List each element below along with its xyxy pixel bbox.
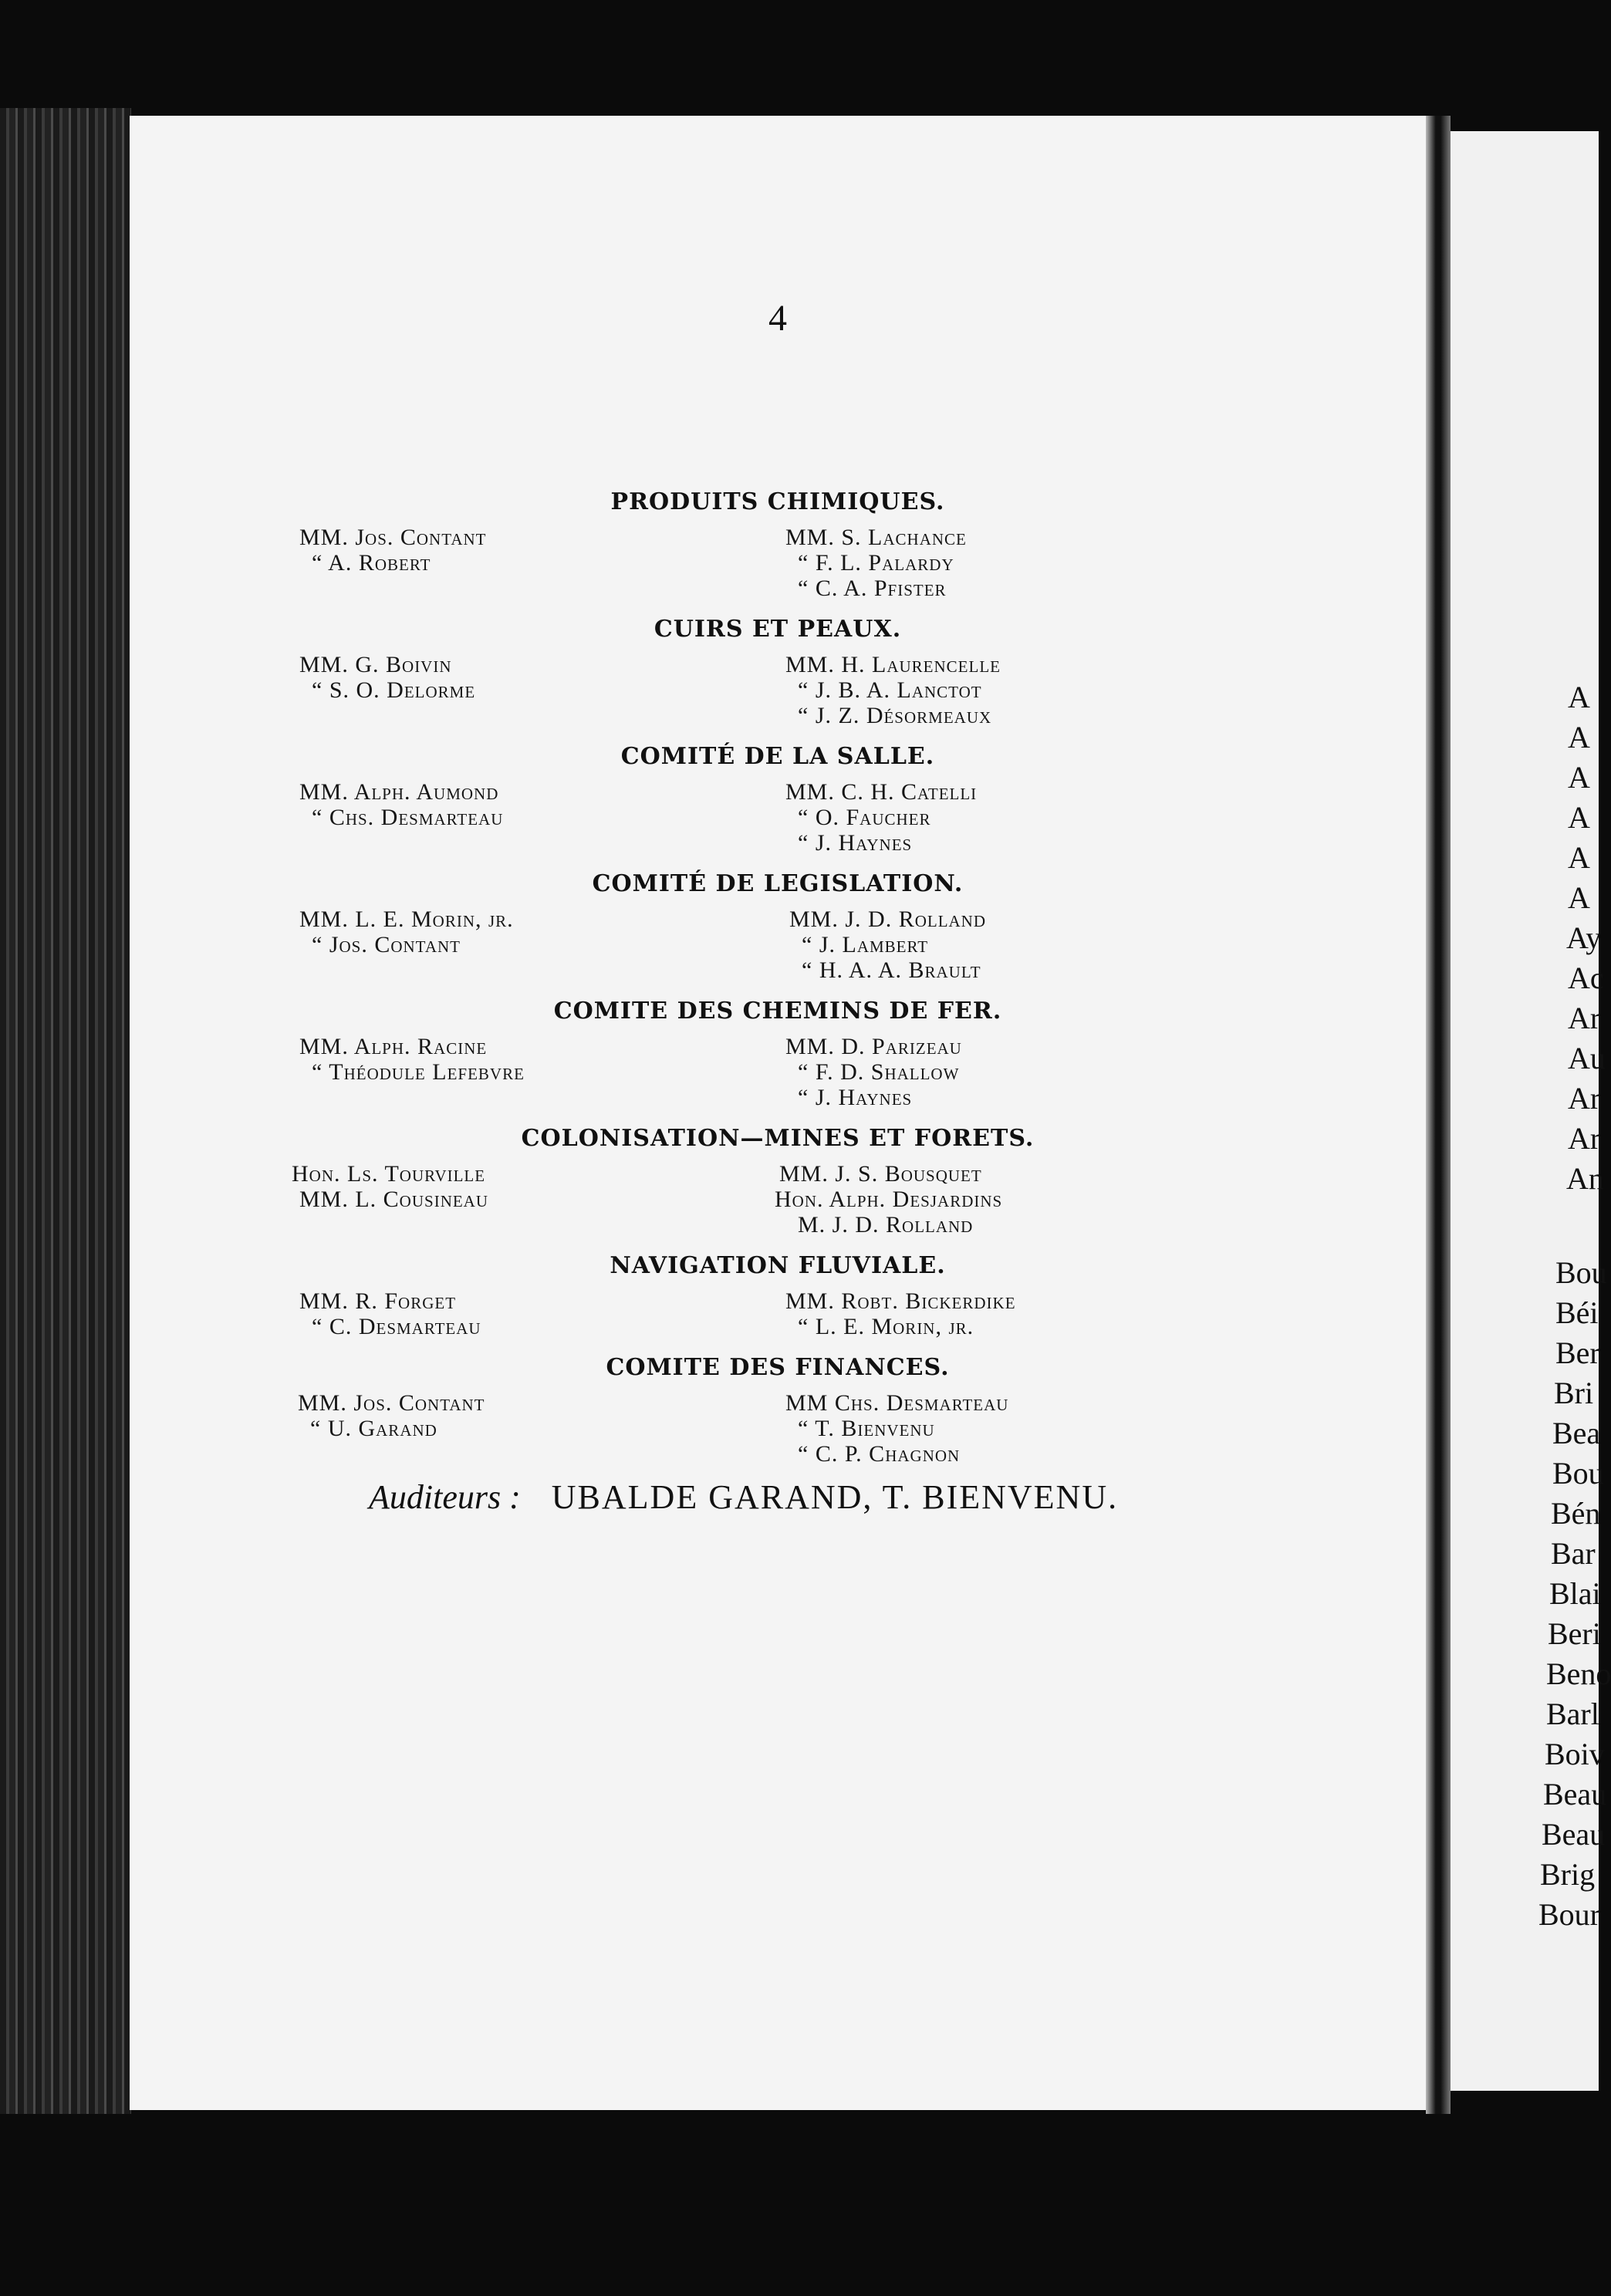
member-left: MM. G. Boivin — [299, 652, 452, 677]
facing-page-fragment: Barl — [1546, 1697, 1599, 1731]
facing-page-fragment: A — [1568, 720, 1590, 755]
member-right: Hon. Alph. Desjardins — [775, 1187, 1003, 1212]
member-left: MM. L. Cousineau — [299, 1187, 489, 1212]
facing-page-fragment: A — [1568, 800, 1590, 835]
facing-page-fragment: Boiv — [1545, 1737, 1605, 1771]
member-right: MM. H. Laurencelle — [785, 652, 1001, 677]
member-right: MM. J. D. Rolland — [789, 907, 987, 932]
member-right: MM. C. H. Catelli — [785, 779, 978, 805]
member-right: “ J. Z. Désormeaux — [798, 703, 992, 728]
facing-page — [1451, 131, 1611, 2091]
member-right: MM Chs. Desmarteau — [785, 1390, 1009, 1416]
facing-page-fragment: Bén — [1551, 1496, 1601, 1531]
auditors-label: Auditeurs : — [369, 1478, 521, 1516]
section-title: COMITE DES FINANCES. — [606, 1354, 950, 1381]
facing-page-fragment: A — [1568, 840, 1590, 875]
member-right: M. J. D. Rolland — [798, 1212, 974, 1237]
facing-page-fragment: Bri — [1554, 1376, 1594, 1410]
member-left: MM. Alph. Aumond — [299, 779, 499, 805]
member-left: MM. R. Forget — [299, 1288, 457, 1314]
member-left: MM. Jos. Contant — [298, 1390, 485, 1416]
member-right: “ J. Haynes — [798, 1085, 913, 1110]
section-title: COMITÉ DE LEGISLATION. — [592, 870, 964, 897]
facing-page-fragment: A — [1568, 760, 1590, 795]
facing-page-fragment: Ar — [1568, 1081, 1601, 1116]
member-right: “ T. Bienvenu — [798, 1416, 935, 1441]
facing-page-fragment: Beau — [1542, 1817, 1606, 1852]
facing-page-fragment: Bour — [1538, 1897, 1600, 1932]
member-left: “ Jos. Contant — [312, 932, 461, 957]
member-left: MM. Alph. Racine — [299, 1034, 488, 1059]
page-number: 4 — [768, 298, 787, 339]
auditors-names: UBALDE GARAND, T. BIENVENU. — [551, 1478, 1119, 1516]
member-left: MM. L. E. Morin, jr. — [299, 907, 514, 932]
member-right: “ J. Haynes — [798, 830, 913, 856]
section-title: COMITÉ DE LA SALLE. — [620, 743, 935, 770]
member-left: “ S. O. Delorme — [312, 677, 476, 703]
facing-page-fragment: A — [1568, 880, 1590, 915]
facing-page-fragment: A — [1568, 680, 1590, 714]
facing-page-fragment: Ac — [1568, 961, 1604, 995]
facing-page-fragment: An — [1566, 1161, 1604, 1196]
facing-page-fragment: Ar — [1568, 1001, 1601, 1035]
member-right: MM. D. Parizeau — [785, 1034, 962, 1059]
section-title: COMITE DES CHEMINS DE FER. — [553, 998, 1002, 1025]
member-left: “ Chs. Desmarteau — [312, 805, 504, 830]
committee-list — [130, 116, 1426, 2110]
member-right: “ H. A. A. Brault — [802, 957, 981, 983]
member-right: “ C. A. Pfister — [798, 576, 947, 601]
member-right: “ J. Lambert — [802, 932, 929, 957]
facing-page-fragment: Beri — [1548, 1616, 1601, 1651]
member-left: MM. Jos. Contant — [299, 525, 487, 550]
member-left: “ C. Desmarteau — [312, 1314, 481, 1339]
facing-page-fragment: Bea — [1552, 1416, 1601, 1450]
member-right: “ C. P. Chagnon — [798, 1441, 961, 1467]
facing-page-fragment: Au — [1568, 1041, 1606, 1075]
facing-page-fragment: Beau — [1543, 1777, 1607, 1811]
auditors-line — [369, 1477, 1118, 1517]
facing-page-fragment: Blai — [1549, 1576, 1601, 1611]
member-right: “ F. D. Shallow — [798, 1059, 960, 1085]
member-right: MM. S. Lachance — [785, 525, 967, 550]
member-left: “ A. Robert — [312, 550, 431, 576]
member-right: “ F. L. Palardy — [798, 550, 954, 576]
member-right: “ J. B. A. Lanctot — [798, 677, 982, 703]
facing-page-fragment: Bar — [1551, 1536, 1596, 1571]
facing-page-fragment: Bou — [1552, 1456, 1604, 1491]
member-right: “ O. Faucher — [798, 805, 931, 830]
book-edge — [0, 108, 131, 2114]
document-page — [130, 116, 1426, 2110]
section-title: NAVIGATION FLUVIALE. — [610, 1252, 946, 1279]
member-right: MM. Robt. Bickerdike — [785, 1288, 1016, 1314]
book-gutter — [1426, 116, 1451, 2114]
facing-page-fragment: Ber — [1555, 1335, 1600, 1370]
section-title: PRODUITS CHIMIQUES. — [610, 488, 945, 515]
facing-page-fragment: Brig — [1540, 1857, 1596, 1892]
section-title: CUIRS ET PEAUX. — [654, 616, 902, 643]
member-left: “ Théodule Lefebvre — [312, 1059, 525, 1085]
facing-page-fragment: Ar — [1568, 1121, 1601, 1156]
facing-page-fragment: Ay — [1566, 920, 1602, 955]
facing-page-fragment: Beno — [1546, 1656, 1611, 1691]
facing-page-fragment: Béi — [1555, 1295, 1599, 1330]
facing-page-fragment: Bou — [1555, 1255, 1607, 1290]
member-right: MM. J. S. Bousquet — [779, 1161, 982, 1187]
member-left: Hon. Ls. Tourville — [292, 1161, 486, 1187]
member-left: “ U. Garand — [310, 1416, 437, 1441]
section-title: COLONISATION—MINES ET FORETS. — [521, 1125, 1035, 1152]
member-right: “ L. E. Morin, jr. — [798, 1314, 974, 1339]
